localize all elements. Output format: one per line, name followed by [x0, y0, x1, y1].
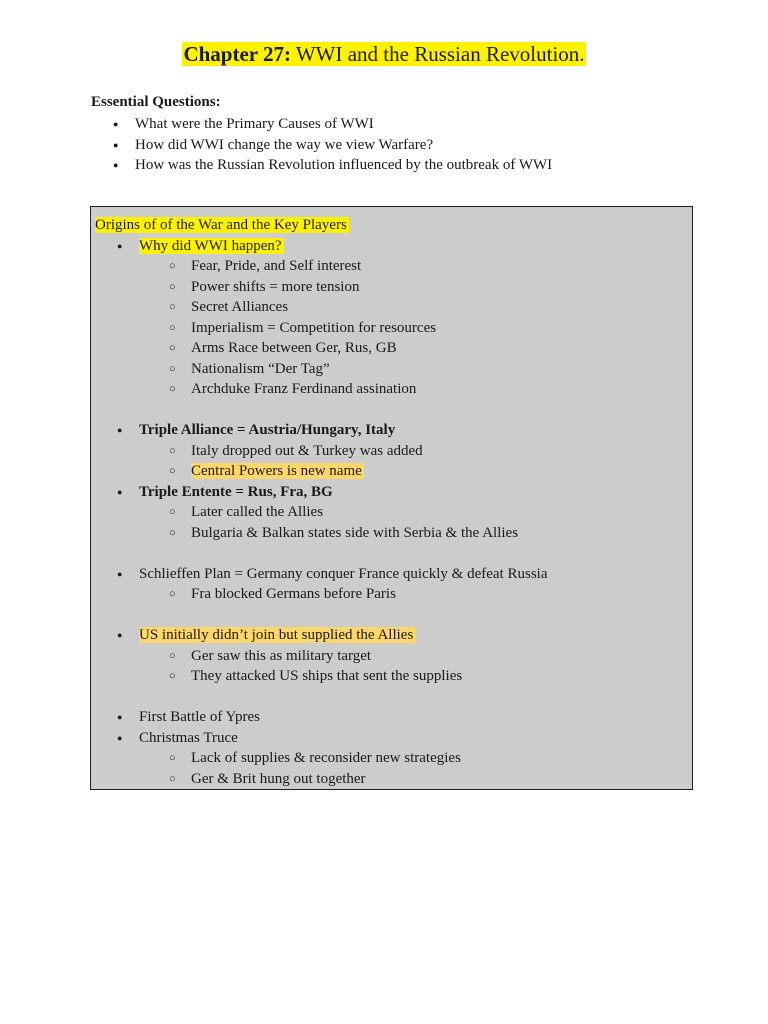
chapter-label: Chapter 27:	[183, 42, 291, 66]
sub-item: ○ Power shifts = more tension	[95, 277, 692, 298]
bullet-icon: ●	[117, 732, 123, 743]
sub-item: ○ Ger saw this as military target	[95, 646, 692, 667]
sub-item: ○ Bulgaria & Balkan states side with Serbia & the Allies	[95, 523, 692, 544]
bullet-icon: ●	[113, 139, 119, 150]
list-item: ● First Battle of Ypres	[95, 707, 692, 728]
spacer	[95, 543, 692, 564]
chapter-title: WWI and the Russian Revolution.	[290, 42, 585, 66]
circle-bullet-icon: ○	[169, 362, 176, 375]
notes-box	[90, 206, 693, 790]
circle-bullet-icon: ○	[169, 670, 176, 682]
sub-item: ○ Imperialism = Competition for resources	[95, 318, 692, 339]
circle-bullet-icon: ○	[169, 321, 176, 334]
bullet-icon: ●	[117, 486, 123, 497]
circle-bullet-icon: ○	[169, 588, 176, 600]
bullet-icon: ●	[117, 712, 123, 722]
essential-questions-list	[91, 114, 552, 176]
circle-bullet-icon: ○	[169, 301, 176, 313]
list-item: ● Christmas Truce	[95, 728, 692, 749]
spacer	[95, 605, 692, 626]
list-item: ● Why did WWI happen?	[95, 236, 692, 257]
title-highlight	[182, 42, 585, 66]
sub-item: ○ Later called the Allies	[95, 502, 692, 523]
circle-bullet-icon: ○	[169, 526, 176, 539]
bullet-icon: ●	[117, 240, 123, 251]
sub-item: ○ Fear, Pride, and Self interest	[95, 256, 692, 277]
sub-item: ○ Fra blocked Germans before Paris	[95, 584, 692, 605]
sub-item: ○ Secret Alliances	[95, 297, 692, 318]
bullet-icon: ●	[117, 630, 123, 640]
list-item: ● Triple Entente = Rus, Fra, BG	[95, 482, 692, 503]
list-item: ● Triple Alliance = Austria/Hungary, Italy	[95, 420, 692, 441]
notes-heading: Origins of of the War and the Key Players	[95, 217, 347, 233]
circle-bullet-icon: ○	[169, 506, 176, 518]
bullet-icon: ●	[113, 119, 119, 129]
circle-bullet-icon: ○	[169, 383, 176, 395]
sub-item: ○ Archduke Franz Ferdinand assination	[95, 379, 692, 400]
list-item: ● How did WWI change the way we view Warfare?	[91, 135, 552, 156]
sub-item: ○ Central Powers is new name	[95, 461, 692, 482]
circle-bullet-icon: ○	[169, 280, 176, 293]
spacer	[95, 687, 692, 708]
bullet-icon: ●	[113, 160, 119, 170]
sub-item: ○ Italy dropped out & Turkey was added	[95, 441, 692, 462]
list-item: ● US initially didn’t join but supplied the Allies	[95, 625, 692, 646]
circle-bullet-icon: ○	[169, 342, 176, 354]
list-item: ● Schlieffen Plan = Germany conquer France quickly & defeat Russia	[95, 564, 692, 585]
circle-bullet-icon: ○	[169, 752, 176, 764]
sub-item: ○ Ger & Brit hung out together	[95, 769, 692, 790]
list-item: ● How was the Russian Revolution influenced by the outbreak of WWI	[91, 155, 552, 176]
sub-item: ○ They attacked US ships that sent the supplies	[95, 666, 692, 687]
sub-item: ○ Arms Race between Ger, Rus, GB	[95, 338, 692, 359]
sub-item: ○ Lack of supplies & reconsider new strategies	[95, 748, 692, 769]
sub-item: ○ Nationalism “Der Tag”	[95, 359, 692, 380]
circle-bullet-icon: ○	[169, 772, 176, 785]
bullet-icon: ●	[117, 425, 123, 435]
bullet-icon: ●	[117, 568, 123, 579]
spacer	[95, 400, 692, 421]
page-title	[0, 40, 768, 68]
essential-questions	[91, 92, 552, 176]
essential-questions-heading: Essential Questions:	[91, 94, 221, 110]
list-item: ● What were the Primary Causes of WWI	[91, 114, 552, 135]
circle-bullet-icon: ○	[169, 260, 176, 272]
circle-bullet-icon: ○	[169, 444, 176, 457]
circle-bullet-icon: ○	[169, 649, 176, 662]
circle-bullet-icon: ○	[169, 465, 176, 477]
